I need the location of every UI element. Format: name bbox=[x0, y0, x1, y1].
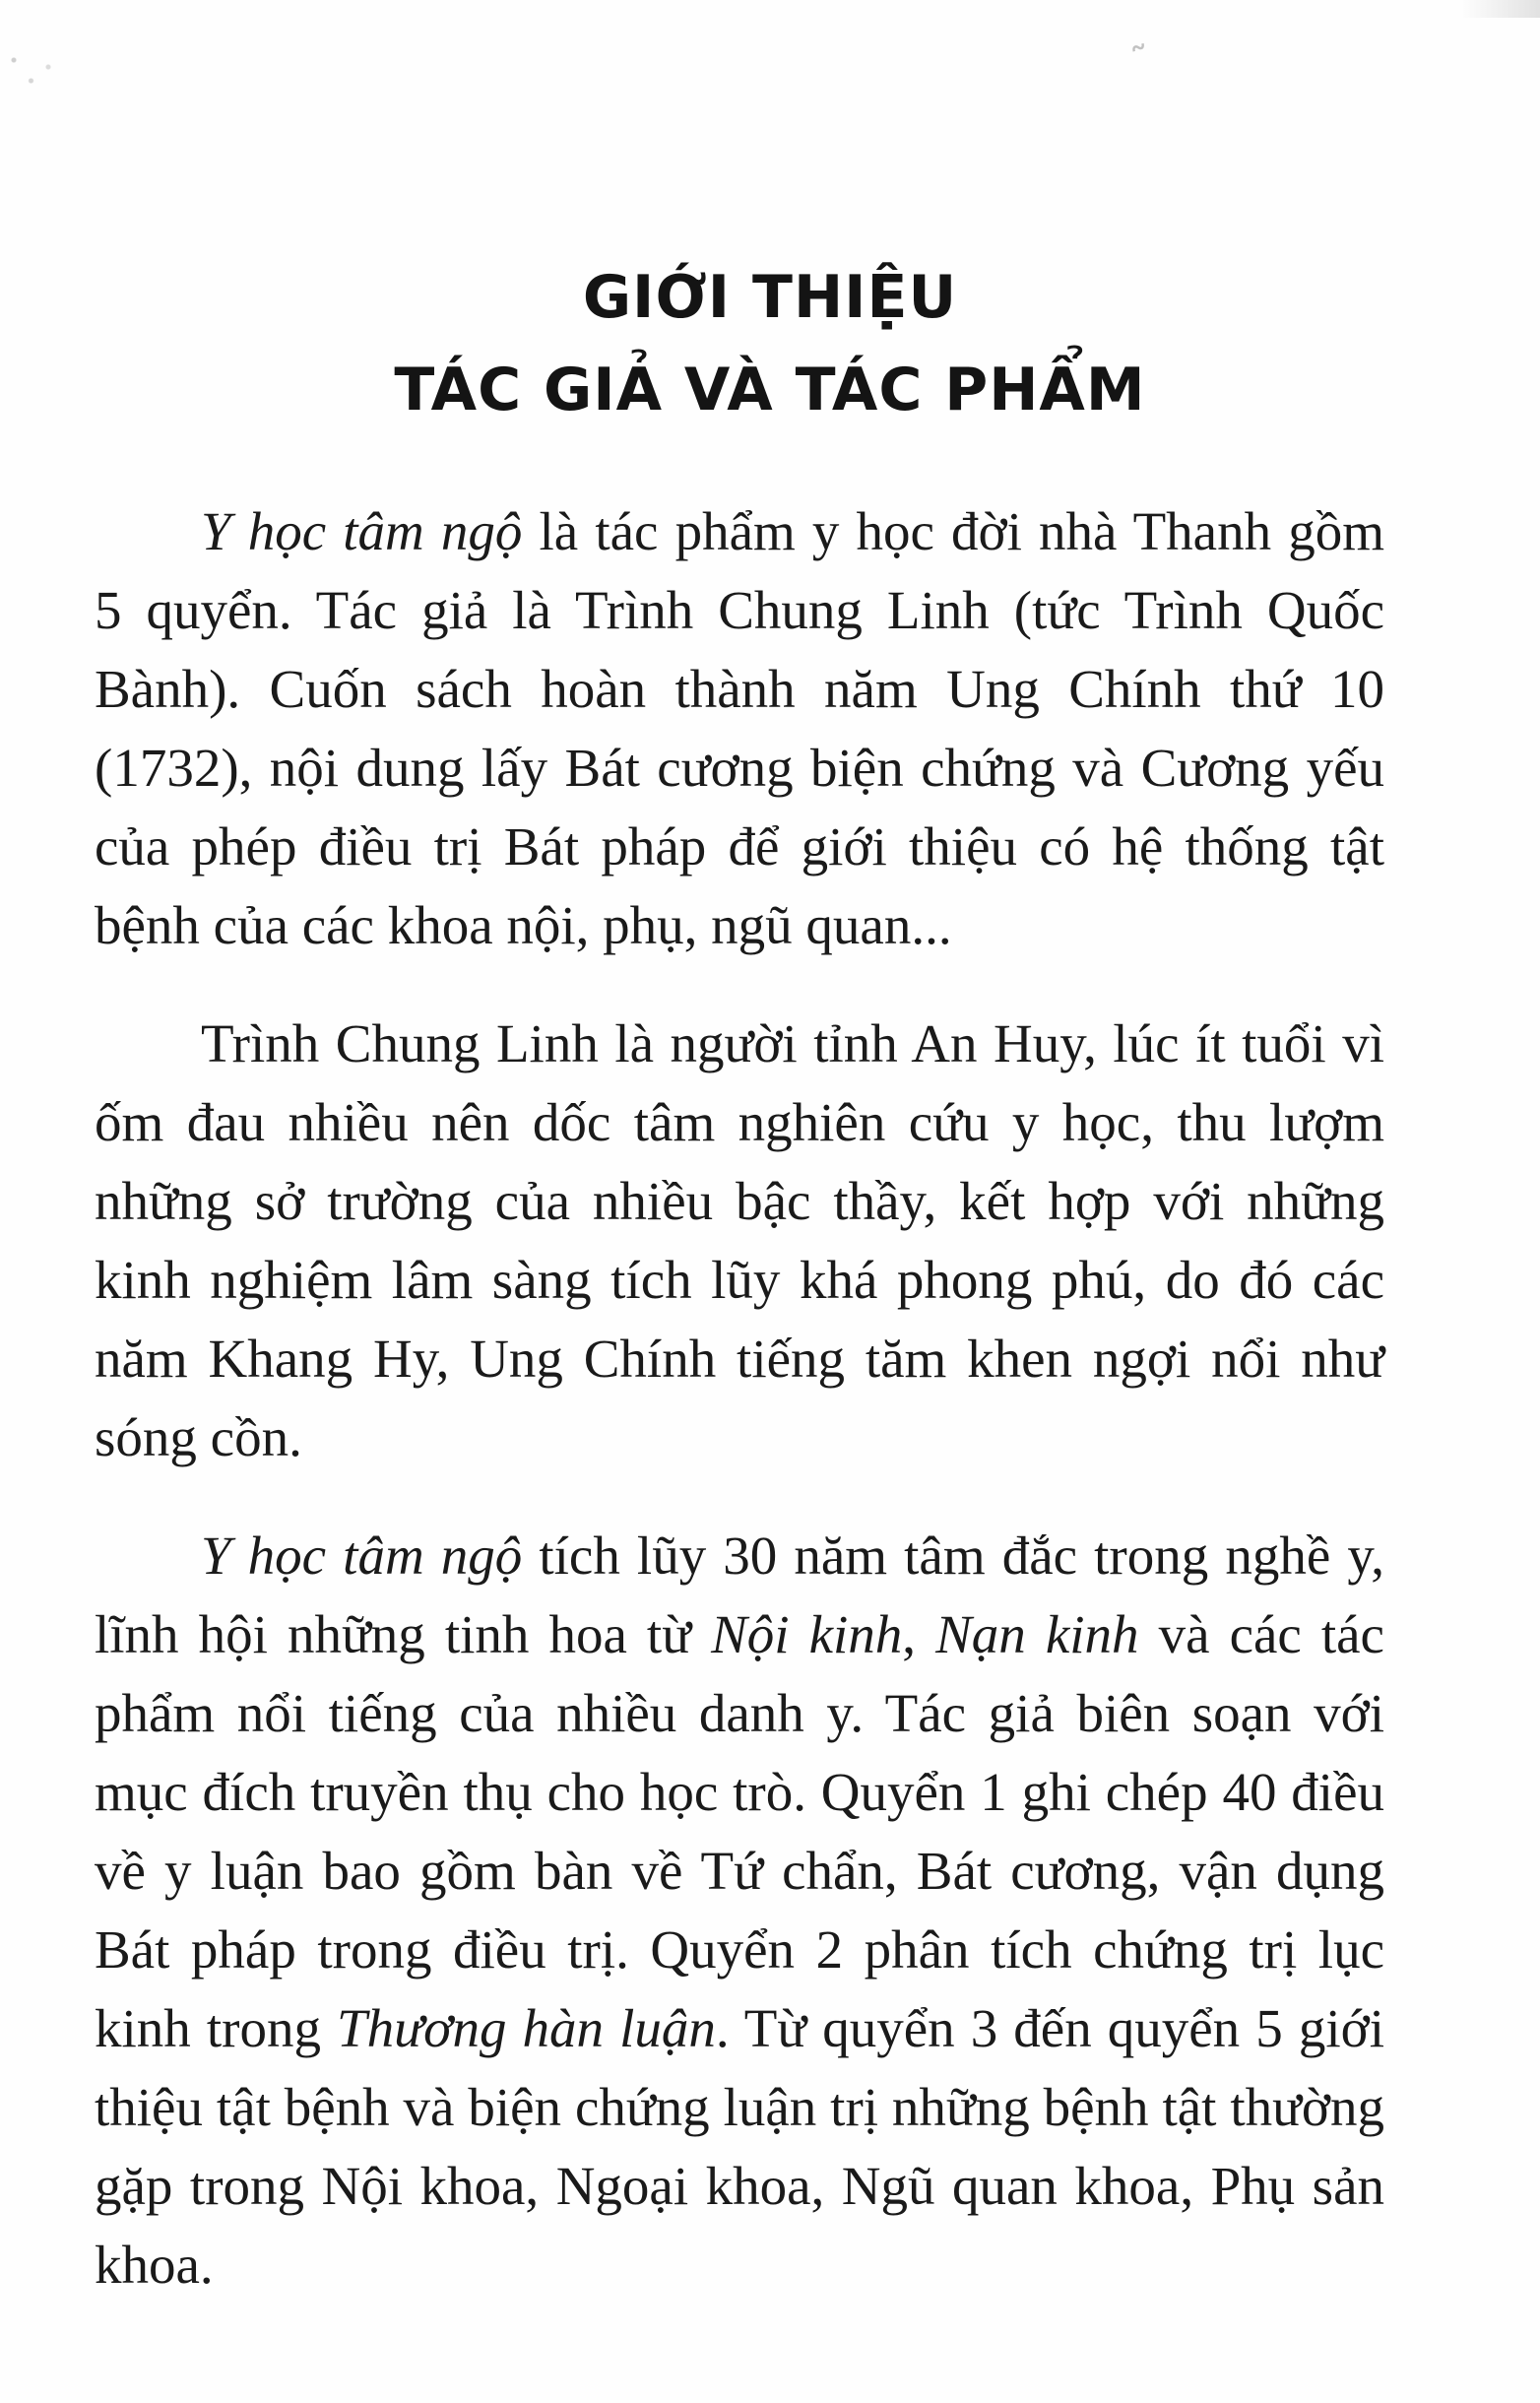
paragraph-text: . Từ quyển 3 đến quyển 5 giới thiệu tật bệnh và biện chứng luận trị những bệnh tật thường gặp trong Nội khoa, Ngoại khoa, Ngũ quan khoa, Phụ sản khoa. bbox=[95, 1998, 1384, 2295]
heading-line-2: TÁC GIẢ VÀ TÁC PHẨM bbox=[394, 356, 1146, 424]
paragraph-3 bbox=[95, 1517, 1384, 2305]
scan-speckle bbox=[0, 39, 69, 108]
heading-line-1: GIỚI THIỆU bbox=[582, 263, 958, 332]
book-title-noi-kinh: Nội kinh bbox=[711, 1604, 903, 1664]
paragraph-2 bbox=[95, 1005, 1384, 1477]
paragraph-text: , bbox=[902, 1604, 936, 1664]
paragraph-text: và các tác phẩm nổi tiếng của nhiều danh y. Tác giả biên soạn với mục đích truyền thụ cho học trò. Quyển 1 ghi chép 40 điều về y luận bao gồm bàn về Tứ chẩn, Bát cương, vận dụng Bát pháp trong điều trị. Quyển 2 phân tích chứng trị lục kinh trong bbox=[95, 1604, 1384, 2058]
scan-mark: ˜ bbox=[1126, 37, 1158, 87]
page-heading bbox=[0, 251, 1540, 436]
paragraph-text: là tác phẩm y học đời nhà Thanh gồm 5 quyển. Tác giả là Trình Chung Linh (tức Trình Quốc Bành). Cuốn sách hoàn thành năm Ung Chính thứ 10 (1732), nội dung lấy Bát cương biện chứng và Cương yếu của phép điều trị Bát pháp để giới thiệu có hệ thống tật bệnh của các khoa nội, phụ, ngũ quan... bbox=[95, 501, 1384, 955]
body-text bbox=[95, 492, 1384, 2344]
book-title-nan-kinh: Nạn kinh bbox=[935, 1604, 1139, 1664]
book-title: Y học tâm ngộ bbox=[201, 1526, 523, 1586]
paragraph-text: Trình Chung Linh là người tỉnh An Huy, lúc ít tuổi vì ốm đau nhiều nên dốc tâm nghiên cứu y học, thu lượm những sở trường của nhiều bậc thầy, kết hợp với những kinh nghiệm lâm sàng tích lũy khá phong phú, do đó các năm Khang Hy, Ung Chính tiếng tăm khen ngợi nổi như sóng cồn. bbox=[95, 1013, 1384, 1467]
scan-artifact bbox=[1461, 0, 1540, 18]
book-title: Y học tâm ngộ bbox=[201, 501, 523, 561]
paragraph-text: tích lũy 30 năm tâm đắc trong nghề y, lĩnh hội những tinh hoa từ bbox=[95, 1526, 1384, 1664]
book-title-thuong-han-luan: Thương hàn luận bbox=[337, 1998, 716, 2058]
paragraph-1 bbox=[95, 492, 1384, 965]
